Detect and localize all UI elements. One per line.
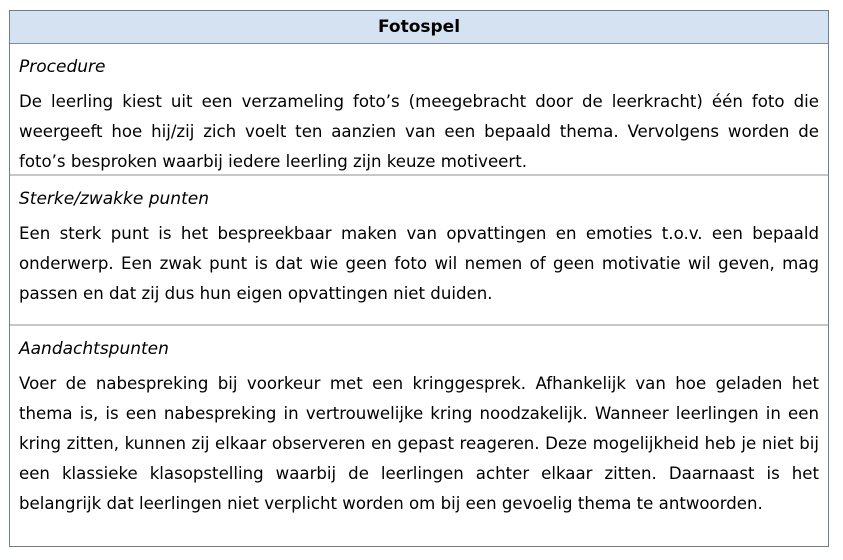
info-table xyxy=(9,10,829,547)
section-body-procedure: De leerling kiest uit een verzameling foto’s (meegebracht door de leerkracht) één foto die weergeeft hoe hij/zij zich voelt ten aanzien van een bepaald thema. Vervolgens worden de foto’s besproken waarbij iedere leerling zijn keuze motiveert. xyxy=(19,92,819,171)
section-title-attention-points: Aandachtspunten xyxy=(19,339,169,359)
section-title-strong-weak-points: Sterke/zwakke punten xyxy=(19,189,209,209)
section-strong-weak-points xyxy=(10,176,828,326)
section-title-procedure: Procedure xyxy=(19,57,106,77)
table-header: Fotospel xyxy=(10,11,828,44)
section-body-attention-points: Voer de nabespreking bij voorkeur met een kringgesprek. Afhankelijk van hoe geladen het thema is, is een nabespreking in vertrouwelijke kring noodzakelijk. Wanneer leerlingen in een kring zitten, kunnen zij elkaar observeren en gepast reageren. Deze mogelijkheid heb je niet bij een klassieke klasopstelling waarbij de leerlingen achter elkaar zitten. Daarnaast is het belangrijk dat leerlingen niet verplicht worden om bij een gevoelig thema te antwoorden. xyxy=(19,374,819,513)
section-attention-points xyxy=(10,326,828,546)
section-body-strong-weak-points: Een sterk punt is het bespreekbaar maken van opvattingen en emoties t.o.v. een bepaald onderwerp. Een zwak punt is dat wie geen foto wil nemen of geen motivatie wil geven, mag passen en dat zij dus hun eigen opvattingen niet duiden. xyxy=(19,224,819,303)
section-procedure xyxy=(10,44,828,176)
